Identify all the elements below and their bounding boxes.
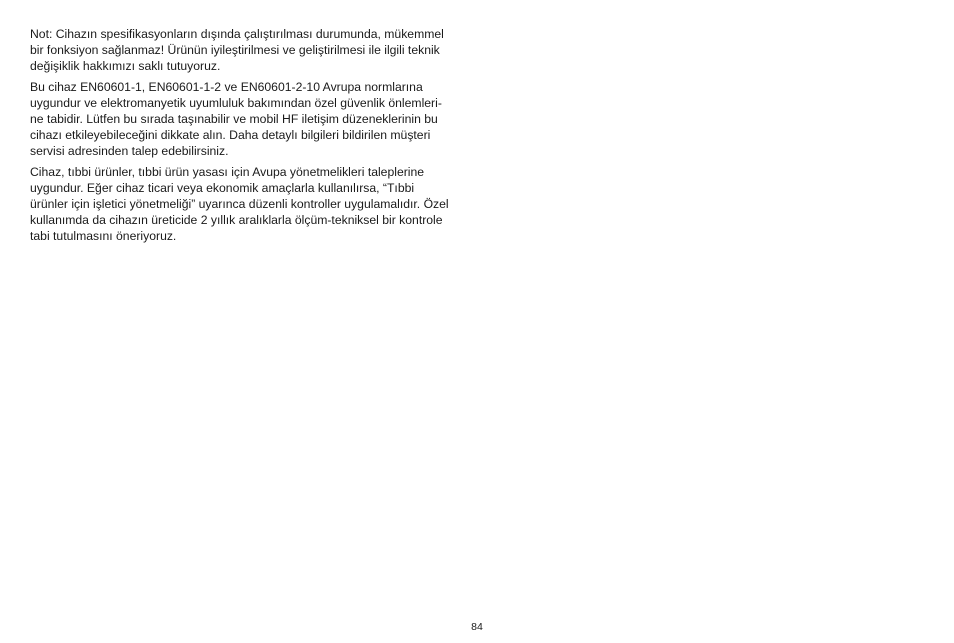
paragraph-note	[30, 26, 475, 74]
text-line: kullanımda da cihazın üreticide 2 yıllık aralıklarla ölçüm-tekniksel bir kontrole	[30, 213, 443, 227]
text-column	[30, 26, 475, 249]
text-line: Cihaz, tıbbi ürünler, tıbbi ürün yasası için Avupa yönetmelikleri taleplerine	[30, 165, 425, 179]
text-line: servisi adresinden talep edebilirsiniz.	[30, 144, 229, 158]
text-line: değişiklik hakkımızı saklı tutuyoruz.	[30, 59, 221, 73]
text-line: uygundur ve elektromanyetik uyumluluk bakımından özel güvenlik önlemleri-	[30, 96, 442, 110]
paragraph-norms	[30, 79, 475, 159]
text-line: ürünler için işletici yönetmeliği” uyarınca düzenli kontroller uygulamalıdır. Özel	[30, 197, 449, 211]
text-line: bir fonksiyon sağlanmaz! Ürünün iyileştirilmesi ve geliştirilmesi ile ilgili teknik	[30, 43, 440, 57]
text-line: tabi tutulmasını öneriyoruz.	[30, 229, 177, 243]
paragraph-medical-regulations	[30, 164, 475, 244]
text-line: uygundur. Eğer cihaz ticari veya ekonomik amaçlarla kullanılırsa, “Tıbbi	[30, 181, 415, 195]
text-line: cihazı etkileyebileceğini dikkate alın. Daha detaylı bilgileri bildirilen müşteri	[30, 128, 431, 142]
text-line: Bu cihaz EN60601-1, EN60601-1-2 ve EN60601-2-10 Avrupa normlarına	[30, 80, 423, 94]
text-line: ne tabidir. Lütfen bu sırada taşınabilir ve mobil HF iletişim düzeneklerinin bu	[30, 112, 438, 126]
page-number: 84	[471, 621, 483, 633]
text-line: Not: Cihazın spesifikasyonların dışında çalıştırılması durumunda, mükemmel	[30, 27, 444, 41]
